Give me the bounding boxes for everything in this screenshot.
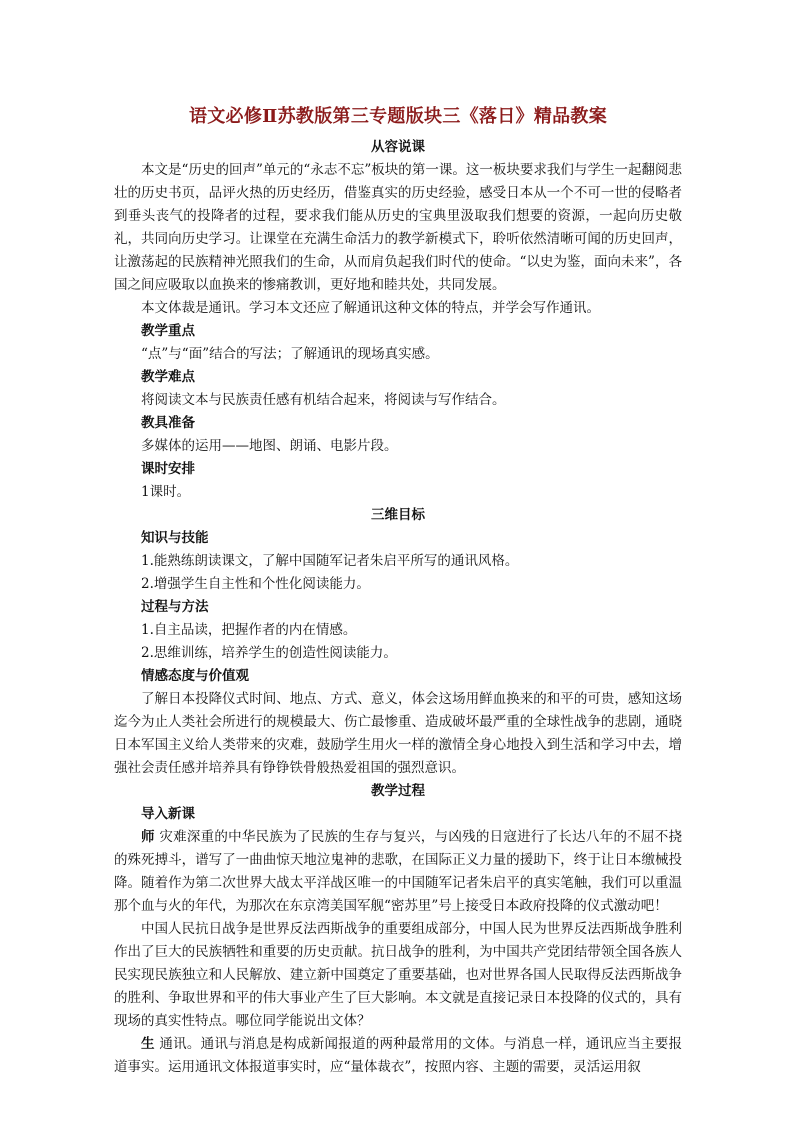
- text-key-points: “点”与“面”结合的写法；了解通讯的现场真实感。: [141, 346, 439, 362]
- paragraph-intro-1: 本文是“历史的回声”单元的“永志不忘”板块的第一课。这一板块要求我们与学生一起翻阅悲壮的历史书页，品评火热的历史经历，借鉴真实的历史经验，感受日本从一个不可一世的侵略者到垂头丧气的投降者的过程，要求我们能从历史的宝典里汲取我们想要的资源，一起向历史敬礼，共同向历史学习。让课堂在充满生命活力的教学新模式下，聆听依然清晰可闻的历史回声，让激荡起的民族精神光照我们的生命，从而肩负起我们时代的使命。“以史为鉴，面向未来”，各国之间应吸取以血换来的惨痛教训，更好地和睦共处，共同发展。: [114, 162, 682, 293]
- paragraph-teacher: [114, 826, 682, 918]
- paragraph-history: 中国人民抗日战争是世界反法西斯战争的重要组成部分，中国人民为世界反法西斯战争胜利作出了巨大的民族牺牲和重要的历史贡献。抗日战争的胜利，为中国共产党团结带领全国各族人民实现民族独立和人民解放、建立新中国奠定了重要基础，也对世界各国人民取得反法西斯战争的胜利、争取世界和平的伟大事业产生了巨大影响。本文就是直接记录日本投降的仪式的，具有现场的真实性特点。哪位同学能说出文体？: [114, 921, 682, 1029]
- text-schedule: 1课时。: [141, 484, 191, 500]
- section-heading-process: 教学过程: [371, 783, 425, 799]
- document-page: [114, 104, 682, 1079]
- paragraph-student: [114, 1033, 682, 1079]
- subheading-emotion: 情感态度与价值观: [141, 668, 249, 684]
- subheading-difficulties: 教学难点: [141, 369, 195, 385]
- speaker-teacher-tag: 师: [141, 829, 155, 845]
- list-item-knowledge-2: 2.增强学生自主性和个性化阅读能力。: [141, 576, 370, 592]
- subheading-schedule: 课时安排: [141, 461, 195, 477]
- paragraph-intro-2: 本文体裁是通讯。学习本文还应了解通讯这种文体的特点，并学会写作通讯。: [141, 300, 600, 316]
- list-item-method-1: 1.自主品读，把握作者的内在情感。: [141, 622, 357, 638]
- speaker-student-tag: 生: [141, 1036, 155, 1052]
- section-heading-intro: 从容说课: [371, 139, 425, 155]
- student-text: 通讯。通讯与消息是构成新闻报道的两种最常用的文体。与消息一样，通讯应当主要报道事实。运用通讯文体报道事实时，应“量体裁衣”，按照内容、主题的需要，灵活运用叙: [114, 1036, 683, 1075]
- list-item-knowledge-1: 1.能熟练朗读课文，了解中国随军记者朱启平所写的通讯风格。: [141, 553, 519, 569]
- list-item-method-2: 2.思维训练，培养学生的创造性阅读能力。: [141, 645, 397, 661]
- subheading-method: 过程与方法: [141, 599, 209, 615]
- subheading-knowledge: 知识与技能: [141, 530, 209, 546]
- document-title: 语文必修Ⅱ苏教版第三专题版块三《落日》精品教案: [188, 106, 608, 127]
- text-teaching-tools: 多媒体的运用——地图、朗诵、电影片段。: [141, 438, 398, 454]
- subheading-teaching-tools: 教具准备: [141, 415, 195, 431]
- section-heading-objectives: 三维目标: [371, 507, 425, 523]
- subheading-introduction: 导入新课: [141, 806, 195, 822]
- text-difficulties: 将阅读文本与民族责任感有机结合起来，将阅读与写作结合。: [141, 392, 506, 408]
- teacher-text: 灾难深重的中华民族为了民族的生存与复兴，与凶残的日寇进行了长达八年的不屈不挠的殊死搏斗，谱写了一曲曲惊天地泣鬼神的悲歌，在国际正义力量的援助下，终于让日本缴械投降。随着作为第二次世界大战太平洋战区唯一的中国随军记者朱启平的真实笔触，我们可以重温那个血与火的年代，为那次在东京湾美国军舰“密苏里”号上接受日本政府投降的仪式激动吧！: [114, 829, 683, 914]
- subheading-key-points: 教学重点: [141, 323, 195, 339]
- paragraph-emotion: 了解日本投降仪式时间、地点、方式、意义，体会这场用鲜血换来的和平的可贵，感知这场迄今为止人类社会所进行的规模最大、伤亡最惨重、造成破坏最严重的全球性战争的悲剧，通晓日本军国主义给人类带来的灾难，鼓励学生用火一样的激情全身心地投入到生活和学习中去，增强社会责任感并培养具有铮铮铁骨般热爱祖国的强烈意识。: [114, 691, 682, 776]
